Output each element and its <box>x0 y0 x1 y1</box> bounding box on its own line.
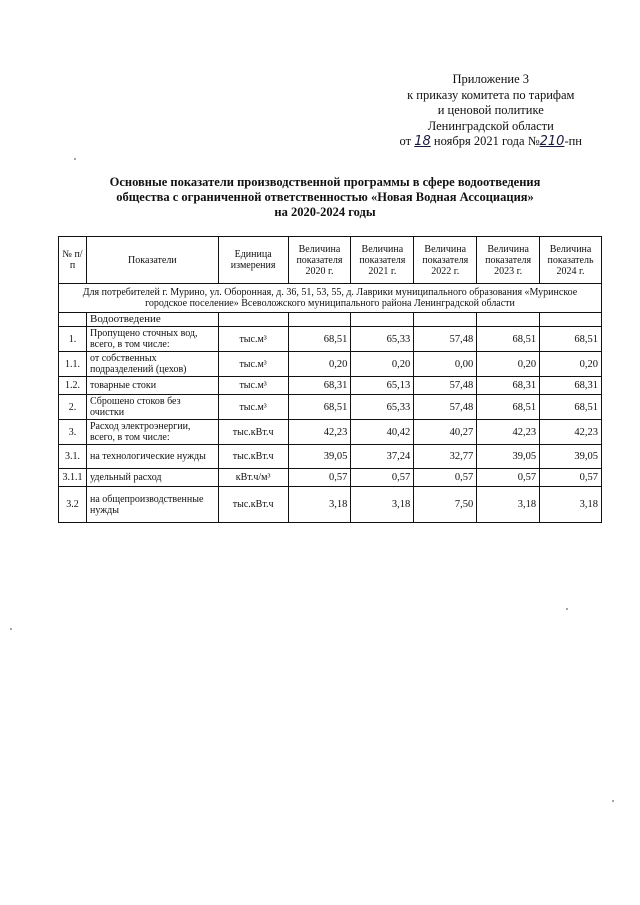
indicators-table <box>58 236 602 523</box>
row-value: 0,57 <box>414 469 477 487</box>
table-row <box>59 469 602 487</box>
header-indicator: Показатели <box>86 237 218 284</box>
consumer-group-label: Для потребителей г. Мурино, ул. Оборонная, д. 36, 51, 53, 55, д. Лаврики муниципального образования «Муринское городское поселение» Всеволожского муниципального района Ленинградской области <box>59 284 602 313</box>
order-suffix: -пн <box>564 134 582 148</box>
row-value: 68,51 <box>477 327 540 352</box>
group-row <box>59 284 602 313</box>
row-indicator: Пропущено сточных вод, всего, в том числе: <box>86 327 218 352</box>
row-value: 0,00 <box>414 352 477 377</box>
header-2024: Величина показатель 2024 г. <box>540 237 602 284</box>
row-value: 3,18 <box>540 487 602 523</box>
table-row <box>59 395 602 420</box>
row-indicator: товарные стоки <box>86 377 218 395</box>
row-value: 0,57 <box>351 469 414 487</box>
row-num: 1.1. <box>59 352 87 377</box>
row-num: 1. <box>59 327 87 352</box>
appendix-line-3: и ценовой политике <box>437 103 544 117</box>
row-value: 39,05 <box>477 445 540 469</box>
document-title <box>80 175 570 220</box>
header-num: № п/п <box>59 237 87 284</box>
row-value: 39,05 <box>288 445 351 469</box>
row-value: 7,50 <box>414 487 477 523</box>
row-value: 68,31 <box>477 377 540 395</box>
row-value: 3,18 <box>477 487 540 523</box>
section-empty-cell <box>351 313 414 327</box>
appendix-line-1: Приложение 3 <box>452 72 529 86</box>
header-unit: Единица измерения <box>218 237 288 284</box>
row-value: 3,18 <box>351 487 414 523</box>
row-unit: тыс.м³ <box>218 377 288 395</box>
row-num: 3.2 <box>59 487 87 523</box>
row-value: 68,51 <box>540 395 602 420</box>
section-empty-cell <box>477 313 540 327</box>
row-unit: тыс.м³ <box>218 327 288 352</box>
row-value: 42,23 <box>477 420 540 445</box>
row-value: 68,31 <box>288 377 351 395</box>
row-value: 42,23 <box>540 420 602 445</box>
row-indicator: Сброшено стоков без очистки <box>86 395 218 420</box>
row-value: 68,51 <box>477 395 540 420</box>
row-indicator: на технологические нужды <box>86 445 218 469</box>
scan-speck <box>10 628 12 630</box>
handwritten-number: 210 <box>539 134 565 149</box>
handwritten-day: 18 <box>414 134 431 149</box>
row-indicator: Расход электроэнергии, всего, в том числе: <box>86 420 218 445</box>
row-value: 40,27 <box>414 420 477 445</box>
section-empty-cell <box>540 313 602 327</box>
row-indicator: удельный расход <box>86 469 218 487</box>
table-row <box>59 377 602 395</box>
row-num: 3.1. <box>59 445 87 469</box>
row-value: 0,20 <box>477 352 540 377</box>
row-value: 68,51 <box>288 327 351 352</box>
row-value: 0,20 <box>351 352 414 377</box>
table-row <box>59 487 602 523</box>
table-header-row <box>59 237 602 284</box>
row-value: 68,31 <box>540 377 602 395</box>
row-value: 0,20 <box>540 352 602 377</box>
section-empty-cell <box>288 313 351 327</box>
header-2022: Величина показателя 2022 г. <box>414 237 477 284</box>
row-unit: тыс.кВт.ч <box>218 420 288 445</box>
appendix-block <box>400 72 582 150</box>
row-value: 39,05 <box>540 445 602 469</box>
table-row <box>59 420 602 445</box>
row-indicator: от собственных подразделений (цехов) <box>86 352 218 377</box>
row-value: 57,48 <box>414 327 477 352</box>
row-value: 65,33 <box>351 395 414 420</box>
row-unit: тыс.м³ <box>218 352 288 377</box>
row-value: 0,57 <box>540 469 602 487</box>
scan-speck <box>612 800 614 802</box>
header-2020: Величина показателя 2020 г. <box>288 237 351 284</box>
row-num: 2. <box>59 395 87 420</box>
row-indicator: на общепроизводственные нужды <box>86 487 218 523</box>
row-unit: кВт.ч/м³ <box>218 469 288 487</box>
row-value: 0,57 <box>288 469 351 487</box>
row-value: 40,42 <box>351 420 414 445</box>
row-value: 32,77 <box>414 445 477 469</box>
row-value: 3,18 <box>288 487 351 523</box>
section-row <box>59 313 602 327</box>
row-value: 65,33 <box>351 327 414 352</box>
table-row <box>59 327 602 352</box>
table-row <box>59 445 602 469</box>
row-value: 37,24 <box>351 445 414 469</box>
row-value: 57,48 <box>414 377 477 395</box>
appendix-line-4: Ленинградской области <box>427 118 554 133</box>
appendix-date-line <box>400 134 582 150</box>
row-num: 1.2. <box>59 377 87 395</box>
header-2023: Величина показателя 2023 г. <box>477 237 540 284</box>
row-num: 3.1.1 <box>59 469 87 487</box>
row-value: 68,51 <box>288 395 351 420</box>
section-num-cell <box>59 313 87 327</box>
table-row <box>59 352 602 377</box>
scan-speck <box>566 608 568 610</box>
date-prefix: от <box>399 134 412 148</box>
section-empty-cell <box>414 313 477 327</box>
section-label: Водоотведение <box>86 313 218 327</box>
row-value: 0,57 <box>477 469 540 487</box>
row-value: 0,20 <box>288 352 351 377</box>
title-line-2: общества с ограниченной ответственностью «Новая Водная Ассоциация» <box>116 190 534 204</box>
date-middle: ноября 2021 года № <box>433 134 540 148</box>
row-num: 3. <box>59 420 87 445</box>
row-value: 42,23 <box>288 420 351 445</box>
row-value: 65,13 <box>351 377 414 395</box>
scan-speck <box>74 158 76 160</box>
row-unit: тыс.м³ <box>218 395 288 420</box>
title-line-1: Основные показатели производственной программы в сфере водоотведения <box>109 175 541 189</box>
appendix-line-2: к приказу комитета по тарифам <box>407 87 575 102</box>
row-unit: тыс.кВт.ч <box>218 445 288 469</box>
row-value: 57,48 <box>414 395 477 420</box>
section-empty-cell <box>218 313 288 327</box>
header-2021: Величина показателя 2021 г. <box>351 237 414 284</box>
row-unit: тыс.кВт.ч <box>218 487 288 523</box>
title-line-3: на 2020-2024 годы <box>274 205 376 219</box>
row-value: 68,51 <box>540 327 602 352</box>
